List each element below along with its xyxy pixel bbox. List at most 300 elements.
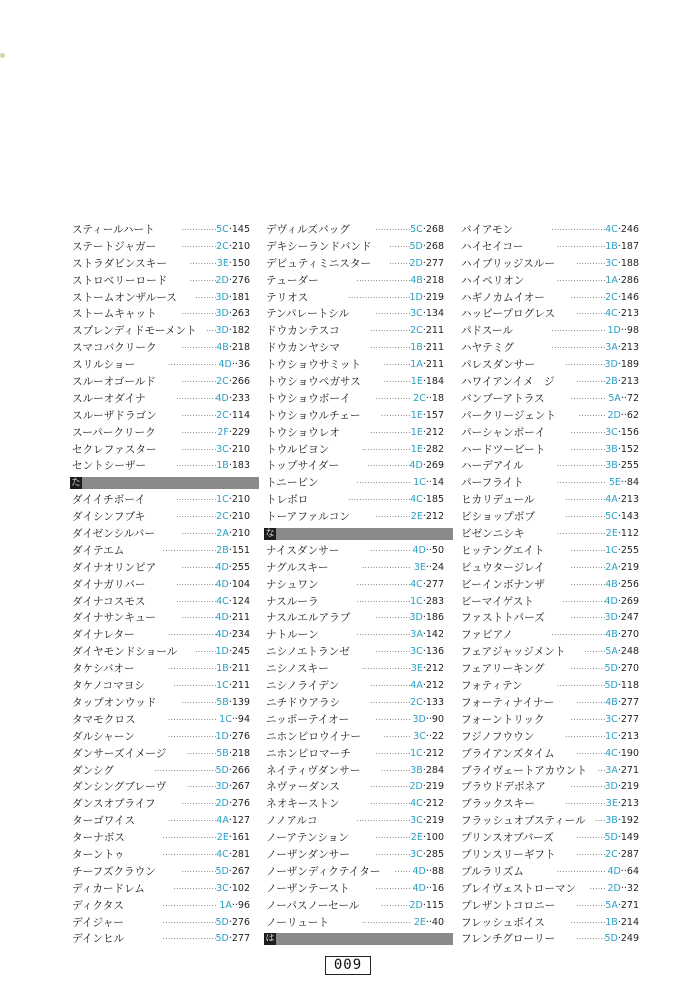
- entry-code: 4C: [410, 798, 423, 810]
- index-entry: [72, 425, 250, 442]
- leader-dots: ···········: [576, 378, 606, 387]
- leader-dots: ········: [584, 648, 606, 657]
- leader-dots: ·············: [570, 445, 606, 454]
- index-entry: [266, 408, 444, 425]
- entry-name: ビーマイゲスト: [461, 595, 534, 608]
- entry-name: ハッピープログレス: [461, 308, 556, 321]
- index-entry: [266, 610, 444, 627]
- entry-page: 270: [620, 663, 639, 675]
- entry-name: ダイヤモンドショール: [72, 646, 178, 659]
- entry-separator: ·: [228, 544, 232, 556]
- index-entry: [461, 881, 639, 898]
- index-entry: [266, 678, 444, 695]
- entry-name: ニチドウアラシ: [266, 696, 341, 709]
- entry-code: 3C: [605, 257, 618, 269]
- entry-separator: ·: [228, 274, 232, 286]
- entry-separator: ··: [425, 865, 432, 877]
- entry-reference: [605, 847, 639, 864]
- index-entry: [461, 408, 639, 425]
- entry-name: ニホンピロマーチ: [266, 747, 351, 760]
- leader-dots: ····················: [162, 546, 217, 555]
- entry-page: 152: [620, 443, 639, 455]
- index-entry: [266, 357, 444, 374]
- entry-name: ターントゥ: [72, 848, 125, 861]
- leader-dots: ··················: [167, 361, 217, 370]
- entry-page: 283: [425, 595, 444, 607]
- entry-page: 136: [425, 646, 444, 658]
- entry-name: ダンサーズイメージ: [72, 747, 167, 760]
- entry-name: ドウカンテスコ: [266, 325, 340, 338]
- entry-separator: ·: [617, 815, 621, 827]
- leader-dots: ··················: [167, 817, 217, 826]
- entry-page: 151: [231, 544, 250, 556]
- entry-reference: [605, 627, 639, 644]
- entry-reference: [414, 915, 444, 932]
- entry-separator: ·: [617, 713, 621, 725]
- leader-dots: ·············: [375, 310, 411, 319]
- index-entry: [72, 610, 250, 627]
- index-entry: [72, 847, 250, 864]
- entry-reference: [605, 492, 639, 509]
- index-entry: [266, 256, 444, 273]
- entry-page: 32: [626, 882, 639, 894]
- entry-code: 1E: [410, 409, 423, 421]
- entry-code: 4B: [410, 274, 423, 286]
- entry-name: テリオス: [266, 291, 309, 304]
- entry-separator: ·: [617, 899, 621, 911]
- entry-code: 3C: [410, 815, 423, 827]
- index-entry: [461, 492, 639, 509]
- entry-code: 3C: [605, 713, 618, 725]
- leader-dots: ·············: [570, 614, 606, 623]
- entry-page: 276: [231, 274, 250, 286]
- index-entry: [461, 509, 639, 526]
- leader-dots: ···············: [370, 783, 411, 792]
- entry-page: 118: [620, 680, 639, 692]
- entry-code: 3C: [410, 646, 423, 658]
- leader-dots: ···············: [565, 800, 606, 809]
- entry-separator: ·: [228, 646, 232, 658]
- entry-reference: [604, 594, 639, 611]
- entry-reference: [215, 779, 250, 796]
- entry-code: 2D: [607, 409, 621, 421]
- index-entry: [461, 763, 639, 780]
- entry-reference: [216, 442, 250, 459]
- entry-separator: ·: [617, 663, 621, 675]
- entry-name: フレンチグローリー: [461, 933, 556, 946]
- entry-separator: ·: [422, 578, 426, 590]
- entry-reference: [410, 273, 444, 290]
- entry-reference: [410, 813, 444, 830]
- entry-page: 233: [231, 392, 250, 404]
- entry-page: 96: [237, 899, 250, 911]
- leader-dots: ···: [597, 766, 606, 775]
- entry-code: 1C: [605, 730, 618, 742]
- index-entry: [72, 526, 250, 543]
- entry-separator: ·: [617, 612, 621, 624]
- entry-reference: [605, 813, 639, 830]
- entry-code: 5D: [604, 680, 618, 692]
- entry-code: 4C: [605, 747, 618, 759]
- entry-reference: [413, 881, 445, 898]
- entry-code: 1C: [413, 477, 426, 489]
- paper-speck: [0, 53, 5, 58]
- entry-separator: ·: [422, 291, 426, 303]
- leader-dots: ··················: [167, 732, 217, 741]
- index-entry: [72, 746, 250, 763]
- leader-dots: ················: [562, 597, 606, 606]
- entry-separator: ·: [617, 680, 621, 692]
- entry-name: ハイセイコー: [461, 240, 524, 253]
- index-entry: [72, 340, 250, 357]
- entry-name: ビショップボブ: [461, 511, 535, 524]
- index-entry: [72, 391, 250, 408]
- entry-separator: ·: [422, 224, 426, 235]
- index-entry: [266, 898, 444, 915]
- entry-name: ハワイアンイメ ジ: [461, 376, 555, 389]
- leader-dots: ·············: [375, 614, 411, 623]
- entry-code: 4C: [410, 494, 423, 506]
- entry-code: 2D: [409, 257, 423, 269]
- entry-code: 2E: [410, 832, 423, 844]
- entry-separator: ·: [228, 815, 232, 827]
- entry-name: タケノコマヨシ: [72, 680, 145, 693]
- entry-separator: ·: [422, 646, 426, 658]
- index-entry: [461, 627, 639, 644]
- entry-separator: ·: [617, 240, 621, 252]
- entry-reference: [606, 526, 639, 543]
- entry-page: 249: [620, 933, 639, 945]
- entry-code: 4D: [215, 561, 229, 573]
- entry-page: 16: [431, 882, 444, 894]
- entry-separator: ·: [228, 494, 232, 506]
- leader-dots: ·············: [181, 378, 217, 387]
- leader-dots: ·············: [570, 783, 606, 792]
- entry-page: 267: [231, 865, 250, 877]
- entry-page: 211: [425, 342, 444, 354]
- entry-separator: ·: [617, 798, 621, 810]
- leader-dots: ··················: [361, 563, 411, 572]
- entry-code: 2D: [409, 899, 423, 911]
- entry-name: ハイブリッジスルー: [461, 257, 555, 270]
- entry-name: ノーザンダンサー: [266, 848, 350, 861]
- entry-reference: [216, 847, 250, 864]
- entry-name: ダンスオブライフ: [72, 798, 156, 811]
- entry-code: 3E: [216, 257, 229, 269]
- entry-code: 1C: [410, 595, 423, 607]
- entry-reference: [216, 746, 250, 763]
- entry-code: 3C: [413, 730, 426, 742]
- entry-page: 98: [626, 325, 639, 337]
- leader-dots: ·············: [570, 918, 606, 927]
- entry-reference: [216, 509, 250, 526]
- entry-separator: ··: [620, 865, 627, 877]
- index-entry: [461, 475, 639, 492]
- entry-reference: [413, 729, 444, 746]
- entry-name: ドウカンヤシマ: [266, 342, 341, 355]
- entry-separator: ·: [228, 240, 232, 252]
- entry-separator: ··: [231, 359, 238, 371]
- entry-separator: ·: [422, 426, 426, 438]
- entry-page: 115: [425, 899, 444, 911]
- leader-dots: ··················: [556, 867, 606, 876]
- entry-page: 246: [620, 224, 639, 235]
- leader-dots: ·············: [181, 698, 217, 707]
- entry-separator: ·: [228, 443, 232, 455]
- entry-reference: [410, 796, 444, 813]
- entry-name: ナトルーン: [266, 629, 319, 642]
- entry-separator: ··: [425, 916, 432, 928]
- entry-page: 88: [431, 865, 444, 877]
- entry-reference: [413, 475, 444, 492]
- entry-name: ニシノエトランゼ: [266, 646, 350, 659]
- entry-page: 247: [620, 612, 639, 624]
- index-entry: [266, 779, 444, 796]
- index-entry: [461, 306, 639, 323]
- leader-dots: ···············: [370, 698, 411, 707]
- entry-code: 4C: [216, 595, 229, 607]
- index-entry: [461, 695, 639, 712]
- entry-name: ブライヴェートアカウント: [461, 764, 587, 777]
- index-entry: [461, 391, 639, 408]
- index-entry: [72, 627, 250, 644]
- entry-code: 1E: [410, 426, 423, 438]
- entry-reference: [409, 290, 444, 307]
- leader-dots: ·············: [570, 293, 606, 302]
- leader-dots: ···········: [576, 259, 606, 268]
- entry-page: 269: [425, 460, 444, 472]
- entry-code: 4C: [410, 578, 423, 590]
- entry-separator: ·: [228, 798, 232, 810]
- leader-dots: ··················: [556, 682, 606, 691]
- entry-reference: [410, 340, 444, 357]
- entry-reference: [215, 560, 250, 577]
- entry-code: 2C: [216, 409, 229, 421]
- entry-code: 4A: [410, 680, 423, 692]
- entry-separator: ·: [422, 798, 426, 810]
- entry-code: 2C: [413, 392, 426, 404]
- entry-page: 219: [620, 561, 639, 573]
- entry-reference: [409, 779, 444, 796]
- index-entry: [461, 610, 639, 627]
- entry-reference: [413, 543, 445, 560]
- index-entry: [461, 661, 639, 678]
- entry-name: デキシーランドバンド: [266, 240, 372, 253]
- entry-code: 2C: [410, 325, 423, 337]
- index-entry: [72, 442, 250, 459]
- entry-separator: ·: [422, 747, 426, 759]
- entry-code: 2D: [215, 798, 229, 810]
- entry-name: セントシーザー: [72, 460, 147, 473]
- entry-page: 22: [431, 730, 444, 742]
- entry-separator: ·: [422, 764, 426, 776]
- entry-reference: [608, 881, 640, 898]
- entry-code: 4D: [409, 460, 423, 472]
- entry-code: 5B: [216, 696, 229, 708]
- entry-page: 156: [620, 426, 639, 438]
- entry-separator: ·: [228, 747, 232, 759]
- entry-reference: [411, 442, 444, 459]
- entry-code: 4A: [216, 815, 229, 827]
- entry-reference: [216, 661, 250, 678]
- entry-code: 5D: [604, 663, 618, 675]
- entry-reference: [216, 492, 250, 509]
- leader-dots: ·············: [181, 445, 217, 454]
- entry-name: タケシバオー: [72, 663, 135, 676]
- entry-page: 267: [231, 781, 250, 793]
- index-column-3: [461, 222, 639, 948]
- entry-code: 4B: [605, 696, 618, 708]
- entry-separator: ·: [228, 561, 232, 573]
- entry-name: ダイイチボーイ: [72, 494, 146, 507]
- entry-name: ノーリュート: [266, 916, 329, 929]
- entry-code: 5B: [216, 747, 229, 759]
- entry-code: 4D: [412, 544, 426, 556]
- entry-code: 3B: [410, 764, 423, 776]
- index-entry: [266, 425, 444, 442]
- entry-separator: ·: [617, 511, 621, 523]
- entry-code: 1A: [410, 359, 423, 371]
- entry-reference: [411, 408, 444, 425]
- entry-page: 102: [231, 882, 250, 894]
- leader-dots: ····················: [356, 597, 411, 606]
- entry-reference: [410, 763, 444, 780]
- entry-code: 2C: [605, 291, 618, 303]
- entry-reference: [605, 560, 639, 577]
- entry-separator: ·: [617, 359, 621, 371]
- entry-code: 2A: [605, 561, 618, 573]
- entry-name: ナグルスキー: [266, 561, 329, 574]
- index-entry: [266, 492, 444, 509]
- leader-dots: ···············: [370, 344, 411, 353]
- entry-reference: [604, 357, 639, 374]
- entry-page: 210: [231, 528, 250, 540]
- entry-code: 1A: [219, 899, 232, 911]
- entry-separator: ·: [228, 730, 232, 742]
- entry-separator: ·: [617, 764, 621, 776]
- index-entry: [266, 222, 444, 239]
- index-entry: [461, 577, 639, 594]
- entry-separator: ·: [422, 308, 426, 320]
- entry-separator: ·: [228, 696, 232, 708]
- entry-code: 2A: [216, 528, 229, 540]
- entry-reference: [605, 729, 639, 746]
- entry-separator: ·: [422, 325, 426, 337]
- entry-page: 213: [620, 730, 639, 742]
- entry-code: 3E: [413, 561, 426, 573]
- entry-name: トーアファルコン: [266, 511, 351, 524]
- leader-dots: ·············: [181, 867, 217, 876]
- entry-name: トウショウルチェー: [266, 409, 361, 422]
- entry-name: ノーザンテースト: [266, 882, 350, 895]
- index-entry: [72, 256, 250, 273]
- entry-page: 149: [620, 832, 639, 844]
- index-entry: [461, 729, 639, 746]
- entry-reference: [216, 340, 250, 357]
- entry-code: 2C: [410, 696, 423, 708]
- leader-dots: ····: [595, 817, 606, 826]
- leader-dots: ··················: [556, 462, 606, 471]
- entry-name: ネヴァーダンス: [266, 781, 340, 794]
- entry-name: ダイテエム: [72, 544, 125, 557]
- entry-reference: [604, 779, 639, 796]
- entry-code: 2D: [215, 274, 229, 286]
- leader-dots: ·············: [570, 546, 606, 555]
- index-entry: [72, 695, 250, 712]
- entry-name: ビュウタージレイ: [461, 561, 545, 574]
- entry-code: 1D: [409, 291, 423, 303]
- index-entry: [72, 678, 250, 695]
- entry-reference: [410, 323, 444, 340]
- index-entry: [461, 813, 639, 830]
- index-entry: [72, 915, 250, 932]
- entry-code: 2E: [413, 916, 426, 928]
- leader-dots: ··················: [361, 665, 411, 674]
- entry-page: 212: [425, 511, 444, 523]
- entry-code: 3D: [604, 359, 618, 371]
- entry-page: 214: [620, 916, 639, 928]
- entry-separator: ··: [425, 882, 432, 894]
- entry-reference: [605, 695, 639, 712]
- entry-reference: [215, 627, 250, 644]
- entry-reference: [608, 391, 639, 408]
- entry-page: 104: [231, 578, 250, 590]
- entry-reference: [608, 323, 640, 340]
- index-entry: [266, 239, 444, 256]
- leader-dots: ··········: [189, 259, 217, 268]
- entry-reference: [216, 881, 250, 898]
- entry-code: 3D: [215, 291, 229, 303]
- entry-separator: ·: [422, 240, 426, 252]
- entry-separator: ··: [231, 713, 238, 725]
- entry-page: 219: [425, 781, 444, 793]
- leader-dots: ·············: [375, 834, 411, 843]
- leader-dots: ················: [173, 884, 217, 893]
- entry-reference: [411, 425, 444, 442]
- entry-page: 219: [425, 815, 444, 827]
- entry-reference: [413, 391, 444, 408]
- entry-name: スルーオダイナ: [72, 392, 146, 405]
- entry-separator: ·: [228, 426, 232, 438]
- entry-name: トウルビヨン: [266, 443, 330, 456]
- entry-reference: [215, 273, 250, 290]
- section-bar: [70, 477, 259, 489]
- leader-dots: ·············: [570, 715, 606, 724]
- entry-name: デインヒル: [72, 933, 125, 946]
- index-entry: [266, 290, 444, 307]
- entry-separator: ··: [620, 477, 627, 489]
- entry-name: プルラリズム: [461, 865, 524, 878]
- entry-separator: ·: [617, 848, 621, 860]
- entry-separator: ·: [617, 747, 621, 759]
- entry-name: ナスルーラ: [266, 595, 319, 608]
- index-entry: [72, 222, 250, 239]
- leader-dots: ····················: [551, 631, 606, 640]
- entry-name: ハードツービート: [461, 443, 546, 456]
- entry-name: パークリージェント: [461, 409, 556, 422]
- entry-code: 2B: [216, 544, 229, 556]
- leader-dots: ·············: [181, 800, 217, 809]
- entry-separator: ·: [228, 629, 232, 641]
- entry-reference: [605, 644, 639, 661]
- entry-code: 3C: [410, 848, 423, 860]
- entry-page: 211: [231, 680, 250, 692]
- entry-code: 3D: [604, 612, 618, 624]
- entry-name: ハイペリオン: [461, 274, 525, 287]
- entry-separator: ·: [617, 646, 621, 658]
- entry-reference: [606, 796, 639, 813]
- leader-dots: ·············: [181, 428, 217, 437]
